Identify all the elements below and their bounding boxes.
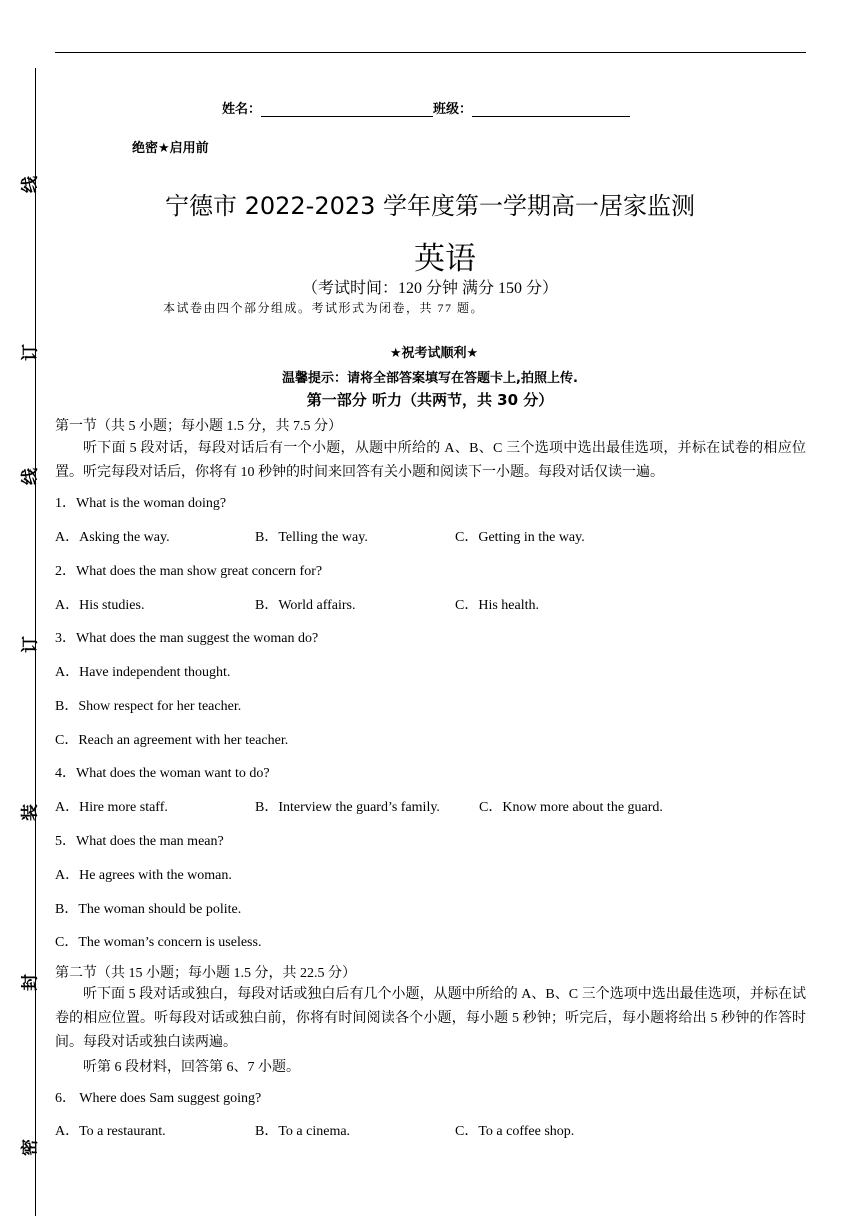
secret-mark: 绝密★启用前	[132, 141, 209, 156]
exam-composition: 本试卷由四个部分组成。考试形式为闭卷，共 77 题。	[163, 301, 485, 315]
option-a: A．Have independent thought.	[55, 665, 231, 680]
option-b: B．To a cinema.	[255, 1124, 351, 1139]
exam-time: （考试时间：120 分钟 满分 150 分）	[301, 280, 558, 297]
binding-char: 装	[20, 804, 41, 821]
option-c: C．Getting in the way.	[455, 530, 585, 545]
option-a: A．His studies.	[55, 598, 145, 613]
option-a: A．To a restaurant.	[55, 1124, 166, 1139]
exam-wish: ★祝考试顺利★	[389, 346, 479, 361]
option-c: C．His health.	[455, 598, 539, 613]
name-label: 姓名：	[222, 102, 262, 117]
binding-char: 密	[20, 1139, 41, 1156]
part-heading: 第一部分 听力（共两节，共 30 分）	[306, 391, 554, 409]
option-a: A．Hire more staff.	[55, 800, 168, 815]
question-text: 5．What does the man mean?	[55, 834, 224, 849]
option-c: C．The woman’s concern is useless.	[55, 935, 262, 950]
binding-char: 订	[20, 344, 41, 361]
option-b: B．Interview the guard’s family.	[255, 800, 440, 815]
top-rule	[55, 52, 806, 53]
exam-tip: 温馨提示：请将全部答案填写在答题卡上,拍照上传.	[282, 371, 578, 386]
exam-title: 宁德市 2022-2023 学年度第一学期高一居家监测	[164, 192, 696, 220]
option-b: B．Telling the way.	[255, 530, 368, 545]
material-note: 听第 6 段材料，回答第 6、7 小题。	[83, 1060, 300, 1075]
student-info-line	[222, 98, 630, 117]
name-blank[interactable]	[261, 103, 433, 117]
section-heading: 第二节（共 15 小题；每小题 1.5 分，共 22.5 分）	[55, 966, 356, 981]
option-a: A．Asking the way.	[55, 530, 170, 545]
class-label: 班级：	[433, 102, 473, 117]
question-text: 6． Where does Sam suggest going?	[55, 1091, 262, 1106]
exam-subject: 英语	[414, 241, 476, 277]
binding-char: 订	[20, 636, 41, 653]
section-instruction: 听下面 5 段对话或独白，每段对话或独白后有几个小题，从题中所给的 A、B、C 三个选项中选出最佳选项，并标在试卷的相应位置。听每段对话或独白前，你将有时间阅读各个小题，每小题 5 秒钟；听完后，每小题将给出 5 秒钟的作答时间。每段对话或独白读两遍。	[55, 987, 806, 1050]
question-text: 4．What does the woman want to do?	[55, 766, 270, 781]
binding-char: 线	[20, 468, 41, 485]
option-a: A．He agrees with the woman.	[55, 868, 232, 883]
binding-char: 封	[20, 974, 41, 991]
section-instruction: 听下面 5 段对话，每段对话后有一个小题，从题中所给的 A、B、C 三个选项中选出最佳选项，并标在试卷的相应位置。听完每段对话后，你将有 10 秒钟的时间来回答有关小题和阅读下一小题。每段对话仅读一遍。	[55, 441, 806, 480]
option-c: C．To a coffee shop.	[455, 1124, 575, 1139]
option-b: B．The woman should be polite.	[55, 902, 242, 917]
option-c: C．Reach an agreement with her teacher.	[55, 733, 289, 748]
question-text: 2．What does the man show great concern for?	[55, 564, 323, 579]
class-blank[interactable]	[472, 103, 630, 117]
section-heading: 第一节（共 5 小题；每小题 1.5 分，共 7.5 分）	[55, 419, 342, 434]
option-b: B．World affairs.	[255, 598, 356, 613]
option-b: B．Show respect for her teacher.	[55, 699, 242, 714]
question-text: 1．What is the woman doing?	[55, 496, 227, 511]
binding-char: 线	[20, 176, 41, 193]
question-text: 3．What does the man suggest the woman do?	[55, 631, 319, 646]
option-c: C．Know more about the guard.	[479, 800, 663, 815]
